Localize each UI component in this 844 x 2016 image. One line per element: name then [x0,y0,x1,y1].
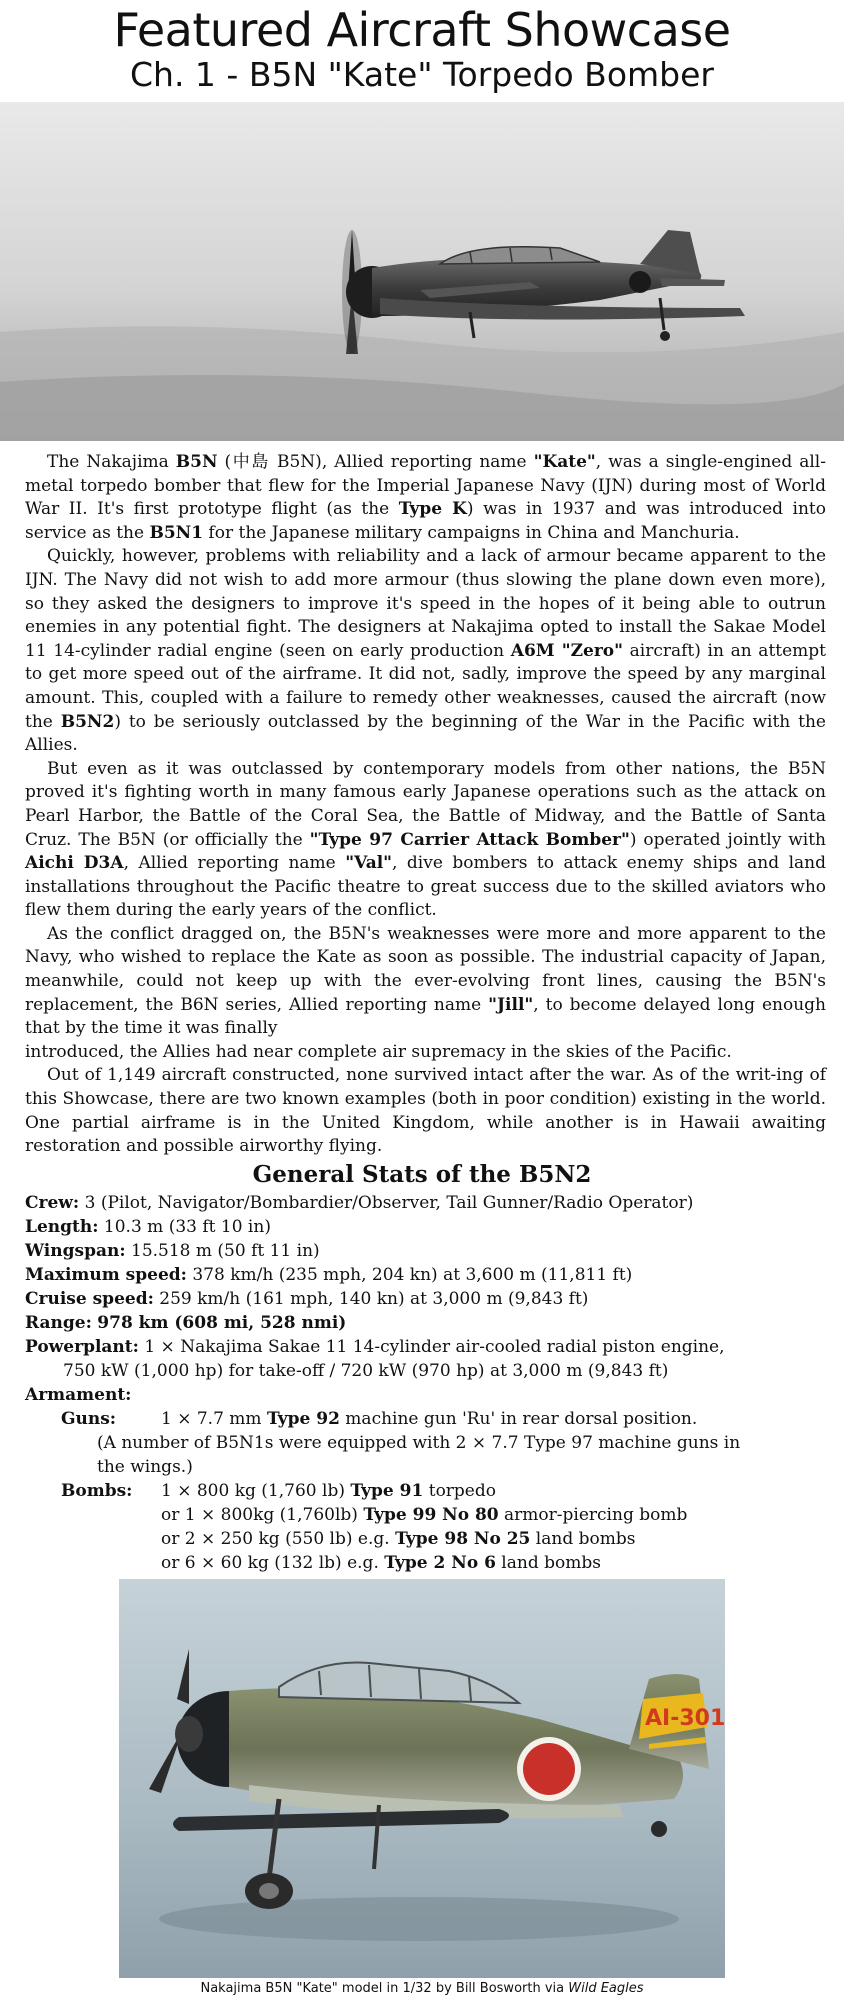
stat-label: Cruise speed: [25,1288,154,1309]
stat-armament [25,1383,824,1407]
stat-value: 978 km (608 mi, 528 nmi) [97,1312,347,1333]
stat-value: 1 × Nakajima Sakae 11 14-cylinder air-cooled radial piston engine, [138,1336,725,1357]
stat-label: Crew: [25,1192,80,1213]
stat-cruise-speed [25,1287,824,1311]
bold-text: "Jill" [488,994,534,1015]
bold-text: "Val" [345,853,393,874]
page-subtitle: Ch. 1 - B5N "Kate" Torpedo Bomber [130,55,714,94]
bold-text: Type 91 [350,1480,424,1501]
stat-powerplant-continued: 750 kW (1,000 hp) for take-off / 720 kW (970 hp) at 3,000 m (9,843 ft) [63,1360,669,1381]
tail-code: AI-301 [645,1705,725,1731]
bomb-option-2 [25,1503,824,1527]
text: , dive bombers to attack enemy ships and land installations throughout the Pacific theatre to great success due to the skilled aviators who flew them during the early years of the conflict. [25,853,826,921]
bomb-option-4 [25,1551,824,1575]
stat-label: Length: [25,1216,99,1237]
text: for the Japanese military campaigns in China and Manchuria. [203,522,740,543]
text: land bombs [530,1528,636,1549]
stat-value: 378 km/h (235 mph, 204 kn) at 3,600 m (11,811 ft) [186,1264,633,1285]
bold-text: A6M "Zero" [510,640,623,661]
paragraph-3 [25,758,826,923]
text: land bombs [495,1552,601,1573]
caption-text: Nakajima B5N "Kate" model in 1/32 by Bill Bosworth via [200,1980,569,1996]
text: , Allied reporting name [123,853,346,874]
bombs-label: Bombs: [61,1480,133,1501]
text: or 2 × 250 kg (550 lb) e.g. [161,1528,396,1549]
stat-max-speed [25,1263,824,1287]
text: As the conflict dragged on, the B5N's weaknesses were more and more apparent to the Navy, who wished to replace the Kate as soon as possible. The industrial capacity of Japan, meanwhile, could not keep up with the ever-evolving front lines, causing the B5N's replacement, the B6N series, Allied reporting name [25,923,826,1015]
stat-label: Powerplant: [25,1336,139,1357]
stat-wingspan [25,1239,824,1263]
stat-value: 15.518 m (50 ft 11 in) [125,1240,320,1261]
paragraph-5: Out of 1,149 aircraft constructed, none survived intact after the war. As of the writ-ing of this Showcase, there are two known examples (both in poor condition) existing in the world. One partial airframe is in the United Kingdom, while another is in Hawaii awaiting restoration and possible airworthy flying. [25,1065,826,1157]
bold-text: Type 99 No 80 [363,1504,499,1525]
stat-label: Armament: [25,1384,132,1405]
stat-value: 259 km/h (161 mph, 140 kn) at 3,000 m (9,843 ft) [153,1288,589,1309]
bold-text: "Type 97 Carrier Attack Bomber" [309,829,630,850]
text: torpedo [423,1480,496,1501]
paragraph-2 [25,545,826,757]
page-title: Featured Aircraft Showcase [113,3,731,57]
bomb-option-1 [161,1479,824,1503]
stat-value: 10.3 m (33 ft 10 in) [98,1216,271,1237]
text: The Nakajima [47,452,176,472]
text: or 6 × 60 kg (132 lb) e.g. [161,1552,385,1573]
stat-range [25,1311,824,1335]
text: machine gun 'Ru' in rear dorsal position. [339,1408,698,1429]
guns-note: (A number of B5N1s were equipped with 2 × 7.7 Type 97 machine guns in the wings.) [97,1432,741,1477]
aircraft-flight-photo [0,102,844,441]
bold-text: Type K [398,499,467,520]
bold-text: B5N [175,452,218,472]
text: ) to be seriously outclassed by the beginning of the War in the Pacific with the Allies. [25,711,826,756]
guns-value [161,1407,824,1431]
text: 1 × 800 kg (1,760 lb) [161,1480,351,1501]
stats-list [0,1189,844,1575]
bold-text: "Kate" [533,452,596,472]
text: ) operated jointly with [629,829,826,850]
text: ) was in 1937 and was introduced into service as the [25,499,826,543]
stat-label: Range: [25,1312,92,1333]
bold-text: B5N1 [149,522,204,543]
caption-source: Wild Eagles [568,1980,644,1996]
text: armor-piercing bomb [498,1504,688,1525]
bold-text: Type 98 No 25 [395,1528,531,1549]
bold-text: Type 92 [266,1408,340,1429]
paragraph-1 [25,451,826,545]
text: or 1 × 800kg (1,760lb) [161,1504,364,1525]
text: , was a single-engined all-metal torpedo bomber that flew for the Imperial Japanese Navy (IJN) during most of World War II. It's first prototype flight (as the [25,452,826,520]
bomb-option-3 [25,1527,824,1551]
paragraph-4 [25,923,826,1041]
stats-title: General Stats of the B5N2 [252,1160,592,1188]
stat-label: Wingspan: [25,1240,126,1261]
text: 1 × 7.7 mm [161,1408,267,1429]
armament-guns [25,1407,824,1431]
bold-text: B5N2 [60,711,115,732]
article-body [0,441,844,1159]
armament-bombs [25,1479,824,1503]
text: But even as it was outclassed by contemporary models from other nations, the B5N proved it's fighting worth in many famous early Japanese operations such as the attack on Pearl Harbor, the Battle of the Coral Sea, the Battle of Midway, and the Battle of Santa Cruz. The B5N (or officially the [25,758,826,850]
text: aircraft) in an attempt to get more speed out of the airframe. It did not, sadly, improve the speed by any marginal amount. This, coupled with a failure to remedy other weaknesses, caused the aircraft (now the [25,640,827,732]
text: , to become delayed long enough that by the time it was finally [25,994,826,1039]
paragraph-4-continued: introduced, the Allies had near complete air supremacy in the skies of the Pacific. [25,1041,732,1062]
stat-crew [25,1191,824,1215]
guns-label: Guns: [61,1408,117,1429]
bold-text: Type 2 No 6 [384,1552,496,1573]
text: (中島 B5N), Allied reporting name [217,452,534,472]
bold-text: Aichi D3A [25,853,124,874]
stat-label: Maximum speed: [25,1264,187,1285]
photo-caption [0,1980,844,1998]
stat-value: 3 (Pilot, Navigator/Bombardier/Observer, Tail Gunner/Radio Operator) [79,1192,694,1213]
aircraft-model-photo [119,1579,725,1978]
text: Quickly, however, problems with reliability and a lack of armour became apparent to the IJN. The Navy did not wish to add more armour (thus slowing the plane down even more), so they asked the designers to improve it's speed in the hopes of it being able to outrun enemies in any potential fight. The designers at Nakajima opted to install the Sakae Model 11 14-cylinder radial engine (seen on early production [25,546,826,661]
stat-powerplant [25,1335,824,1359]
stat-length [25,1215,824,1239]
